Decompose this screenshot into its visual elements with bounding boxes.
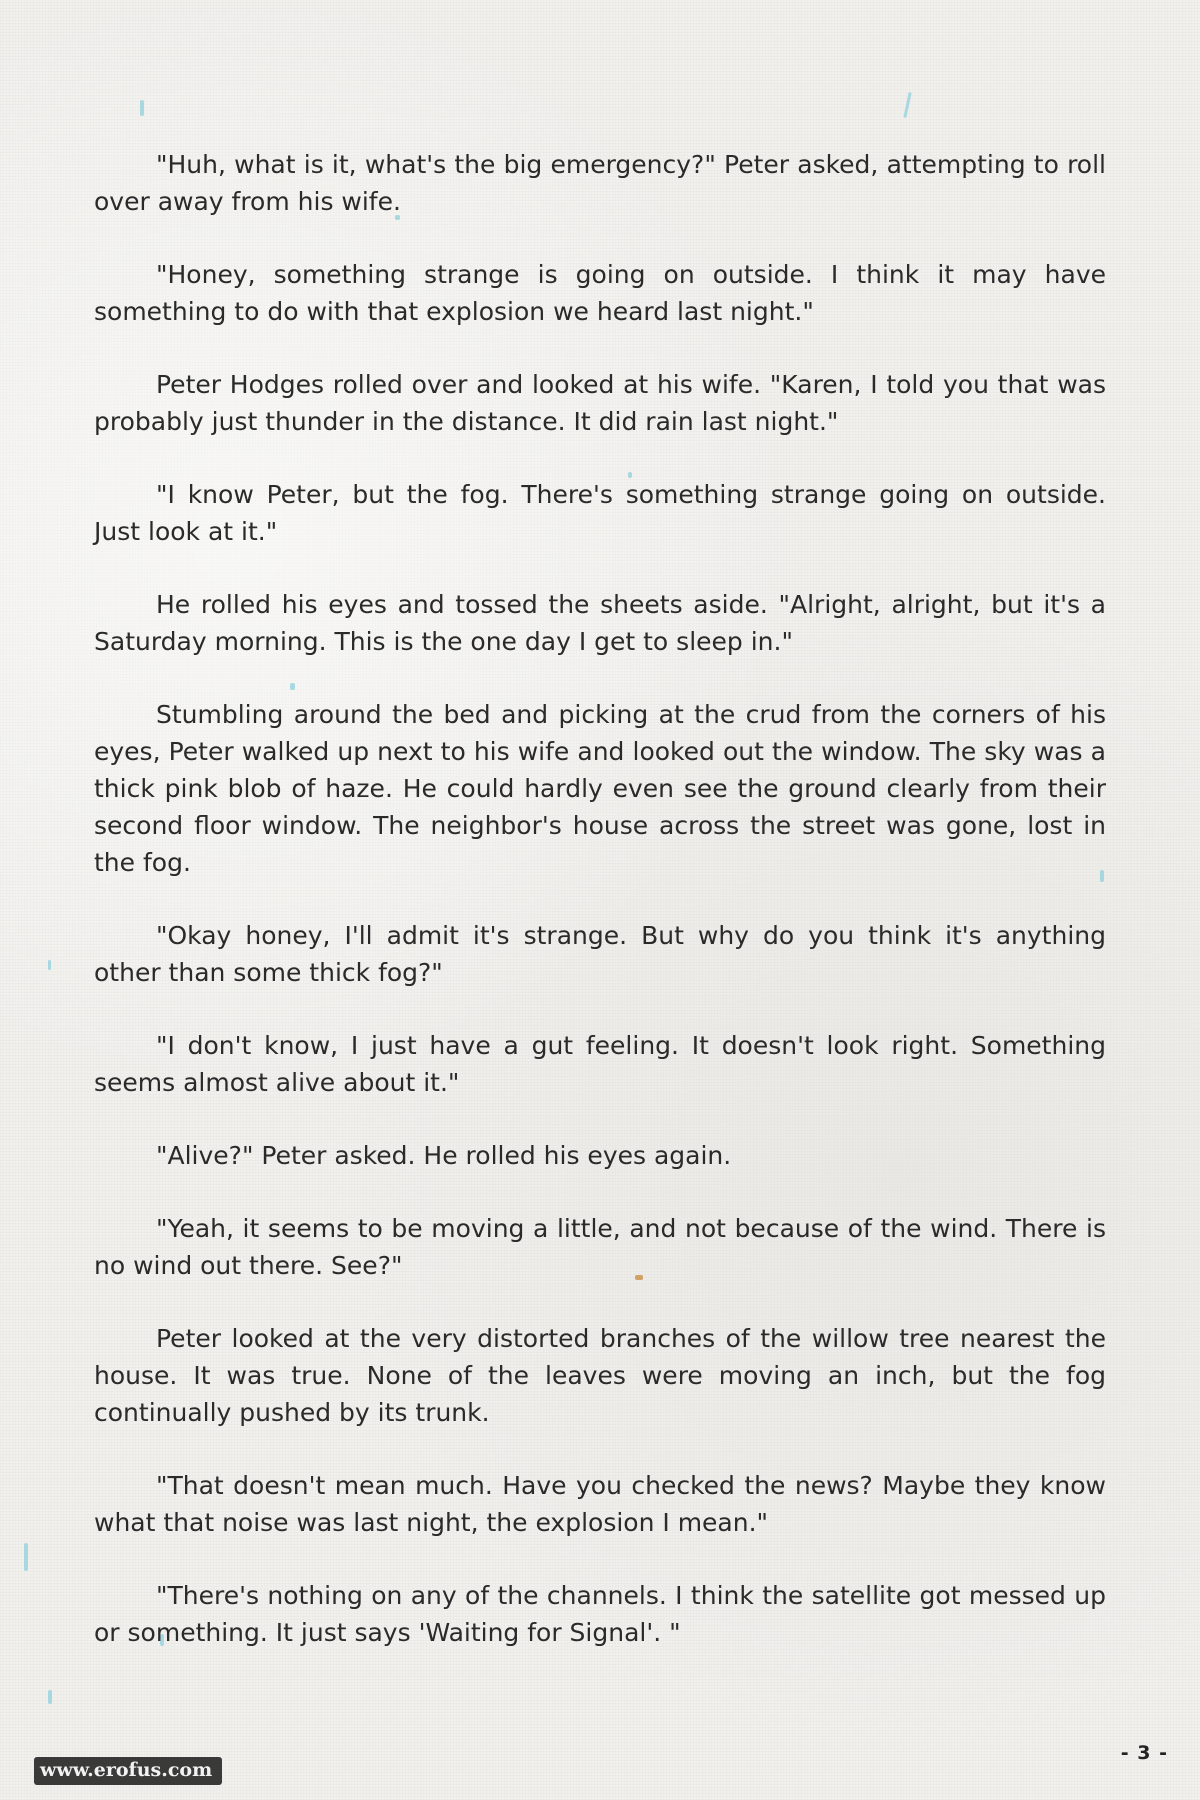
paper-speck: [24, 1543, 28, 1571]
story-paragraph: Peter looked at the very distorted branches of the willow tree nearest the house. It was true. None of the leaves were moving an inch, but the fog continually pushed by its trunk.: [94, 1324, 1106, 1427]
story-paragraph: "I don't know, I just have a gut feeling. It doesn't look right. Something seems almost alive about it.": [94, 1031, 1106, 1097]
story-paragraph: "There's nothing on any of the channels. I think the satellite got messed up or something. It just says 'Waiting for Signal'. ": [94, 1581, 1106, 1647]
paper-speck: [903, 92, 911, 118]
paper-speck: [48, 1690, 52, 1704]
story-paragraph: "Honey, something strange is going on outside. I think it may have something to do with that explosion we heard last night.": [94, 260, 1106, 326]
site-watermark: www.erofus.com: [34, 1757, 222, 1785]
paper-speck: [140, 100, 144, 116]
story-paragraph: He rolled his eyes and tossed the sheets aside. "Alright, alright, but it's a Saturday morning. This is the one day I get to sleep in.": [94, 590, 1106, 656]
story-paragraph: Stumbling around the bed and picking at the crud from the corners of his eyes, Peter walked up next to his wife and looked out the window. The sky was a thick pink blob of haze. He could hardly even see the ground clearly from their second floor window. The neighbor's house across the street was gone, lost in the fog.: [94, 700, 1106, 877]
story-paragraph: "Huh, what is it, what's the big emergency?" Peter asked, attempting to roll over away from his wife.: [94, 150, 1106, 216]
story-paragraph: "That doesn't mean much. Have you checked the news? Maybe they know what that noise was last night, the explosion I mean.": [94, 1471, 1106, 1537]
paper-speck: [48, 960, 51, 970]
story-paragraph: "Okay honey, I'll admit it's strange. But why do you think it's anything other than some thick fog?": [94, 921, 1106, 987]
story-paragraph: "Yeah, it seems to be moving a little, and not because of the wind. There is no wind out there. See?": [94, 1214, 1106, 1280]
story-paragraph: "Alive?" Peter asked. He rolled his eyes again.: [156, 1141, 732, 1170]
story-text: [94, 146, 1106, 1687]
page-number: - 3 -: [1120, 1742, 1168, 1764]
story-paragraph: "I know Peter, but the fog. There's something strange going on outside. Just look at it.": [94, 480, 1106, 546]
story-paragraph: Peter Hodges rolled over and looked at his wife. "Karen, I told you that was probably just thunder in the distance. It did rain last night.": [94, 370, 1106, 436]
